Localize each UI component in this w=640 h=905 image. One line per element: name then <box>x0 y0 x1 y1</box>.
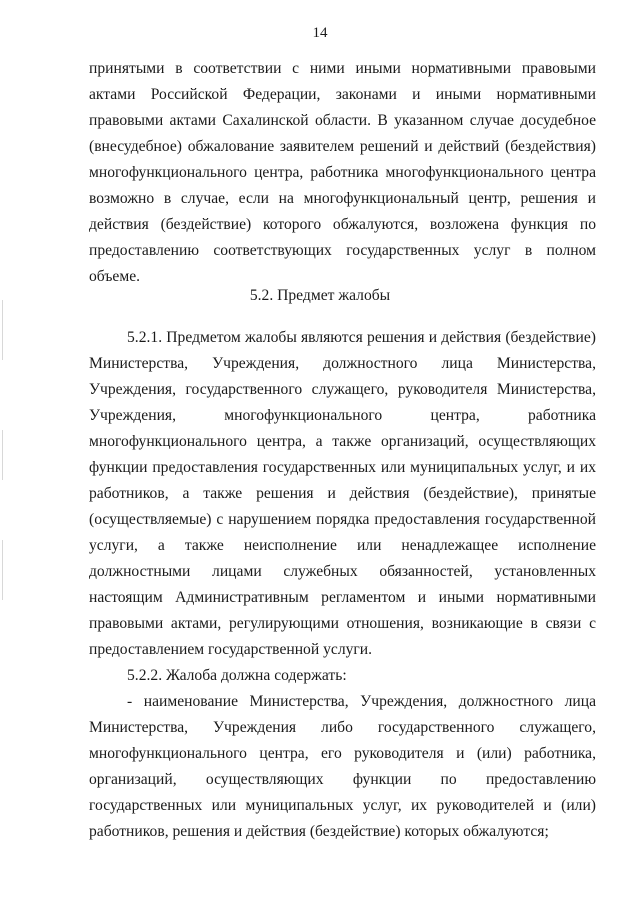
text-block-main <box>89 325 596 845</box>
text-block-top <box>89 56 596 290</box>
paragraph-5-2-1: 5.2.1. Предметом жалобы являются решения и действия (бездействие) Министерства, Учреждения, должностного лица Министерства, Учреждения, государственного служащего, руководителя Министерства, Учреждения, многофункционального центра, работника многофункционального центра, а также организаций, осуществляющих функции предоставления государственных или муниципальных услуг, и их работников, а также решения и действия (бездействие), принятые (осуществляемые) с нарушением порядка предоставления государственной услуги, а также неисполнение или ненадлежащее исполнение должностными лицами служебных обязанностей, установленных настоящим Административным регламентом и иными нормативными правовыми актами, регулирующими отношения, возникающие в связи с предоставлением государственной услуги. <box>89 329 596 658</box>
scan-artifact <box>2 430 3 480</box>
paragraph-continuation: принятыми в соответствии с ними иными нормативными правовыми актами Российской Федерации, законами и иными нормативными правовыми актами Сахалинской области. В указанном случае досудебное (внесудебное) обжалование заявителем решений и действий (бездействия) многофункционального центра, работника многофункционального центра возможно в случае, если на многофункциональный центр, решения и действия (бездействие) которого обжалуются, возложена функция по предоставлению соответствующих государственных услуг в полном объеме. <box>89 60 596 285</box>
scan-artifact <box>2 300 3 360</box>
paragraph-list-item: - наименование Министерства, Учреждения, должностного лица Министерства, Учреждения либо государственного служащего, многофункционального центра, его руководителя и (или) работника, организаций, осуществляющих функции по предоставлению государственных или муниципальных услуг, их руководителей и (или) работников, решения и действия (бездействие) которых обжалуются; <box>89 693 596 840</box>
page-number: 14 <box>312 25 328 41</box>
paragraph-5-2-2: 5.2.2. Жалоба должна содержать: <box>127 667 347 684</box>
scan-artifact <box>2 540 3 600</box>
section-heading: 5.2. Предмет жалобы <box>249 287 391 304</box>
